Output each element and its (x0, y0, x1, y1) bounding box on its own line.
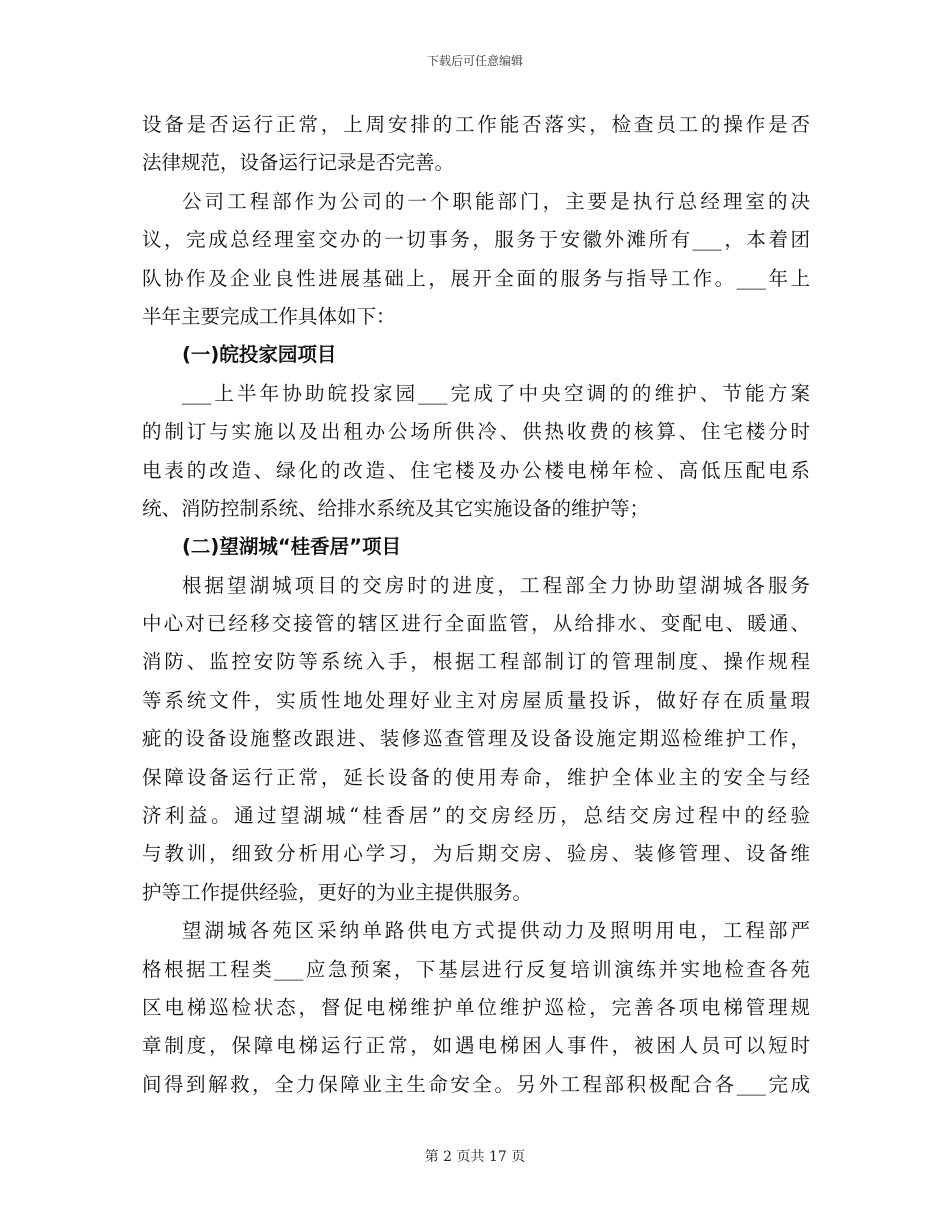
text-line: 中心对已经移交接管的辖区进行全面监管，从给排水、变配电、暖通、 (142, 612, 810, 636)
text-line: 消防、监控安防等系统入手，根据工程部制订的管理制度、操作规程 (142, 650, 810, 674)
text-line: 议，完成总经理室交办的一切事务，服务于安徽外滩所有___，本着团 (142, 228, 810, 252)
text-line: ___上半年协助皖投家园___完成了中央空调的的维护、节能方案 (182, 381, 810, 405)
document-body (142, 106, 810, 1104)
text-line: 设备是否运行正常，上周安排的工作能否落实，检查员工的操作是否 (142, 113, 810, 136)
section-heading: (二)望湖城“桂香居”项目 (182, 535, 401, 559)
text-line: 保障设备运行正常，延长设备的使用寿命，维护全体业主的安全与经 (142, 765, 810, 789)
page-header: 下载后可任意编辑 (426, 54, 523, 68)
text-line: 章制度，保障电梯运行正常，如遇电梯困人事件，被困人员可以短时 (142, 1034, 810, 1058)
text-line: 区电梯巡检状态，督促电梯维护单位维护巡检，完善各项电梯管理规 (142, 995, 810, 1019)
text-line: 的制订与实施以及出租办公场所供冷、供热收费的核算、住宅楼分时 (142, 420, 810, 444)
text-line: 济利益。通过望湖城“桂香居”的交房经历，总结交房过程中的经验 (142, 804, 810, 828)
text-line: 与教训，细致分析用心学习，为后期交房、验房、装修管理、设备维 (142, 842, 810, 866)
text-line: 统、消防控制系统、给排水系统及其它实施设备的维护等； (142, 496, 650, 520)
text-line: 电表的改造、绿化的改造、住宅楼及办公楼电梯年检、高低压配电系 (142, 458, 810, 482)
text-line: 根据望湖城项目的交房时的进度，工程部全力协助望湖城各服务 (182, 573, 810, 597)
text-line: 队协作及企业良性进展基础上，展开全面的服务与指导工作。___年上 (142, 266, 810, 290)
text-line: 疵的设备设施整改跟进、装修巡查管理及设备设施定期巡检维护工作， (142, 727, 810, 751)
text-line: 公司工程部作为公司的一个职能部门，主要是执行总经理室的决 (182, 189, 810, 213)
section-heading: (一)皖投家园项目 (182, 343, 337, 367)
text-line: 法律规范，设备运行记录是否完善。 (142, 151, 455, 175)
text-line: 格根据工程类___应急预案，下基层进行反复培训演练并实地检查各苑 (142, 957, 810, 981)
text-line: 望湖城各苑区采纳单路供电方式提供动力及照明用电，工程部严 (182, 919, 810, 943)
text-line: 护等工作提供经验，更好的为业主提供服务。 (142, 880, 533, 904)
text-line: 等系统文件，实质性地处理好业主对房屋质量投诉，做好存在质量瑕 (142, 688, 810, 712)
text-line: 间得到解救，全力保障业主生命安全。另外工程部积极配合各___完成 (142, 1072, 810, 1096)
page-footer: 第 2 页共 17 页 (424, 1149, 526, 1165)
text-line: 半年主要完成工作具体如下： (142, 304, 396, 328)
